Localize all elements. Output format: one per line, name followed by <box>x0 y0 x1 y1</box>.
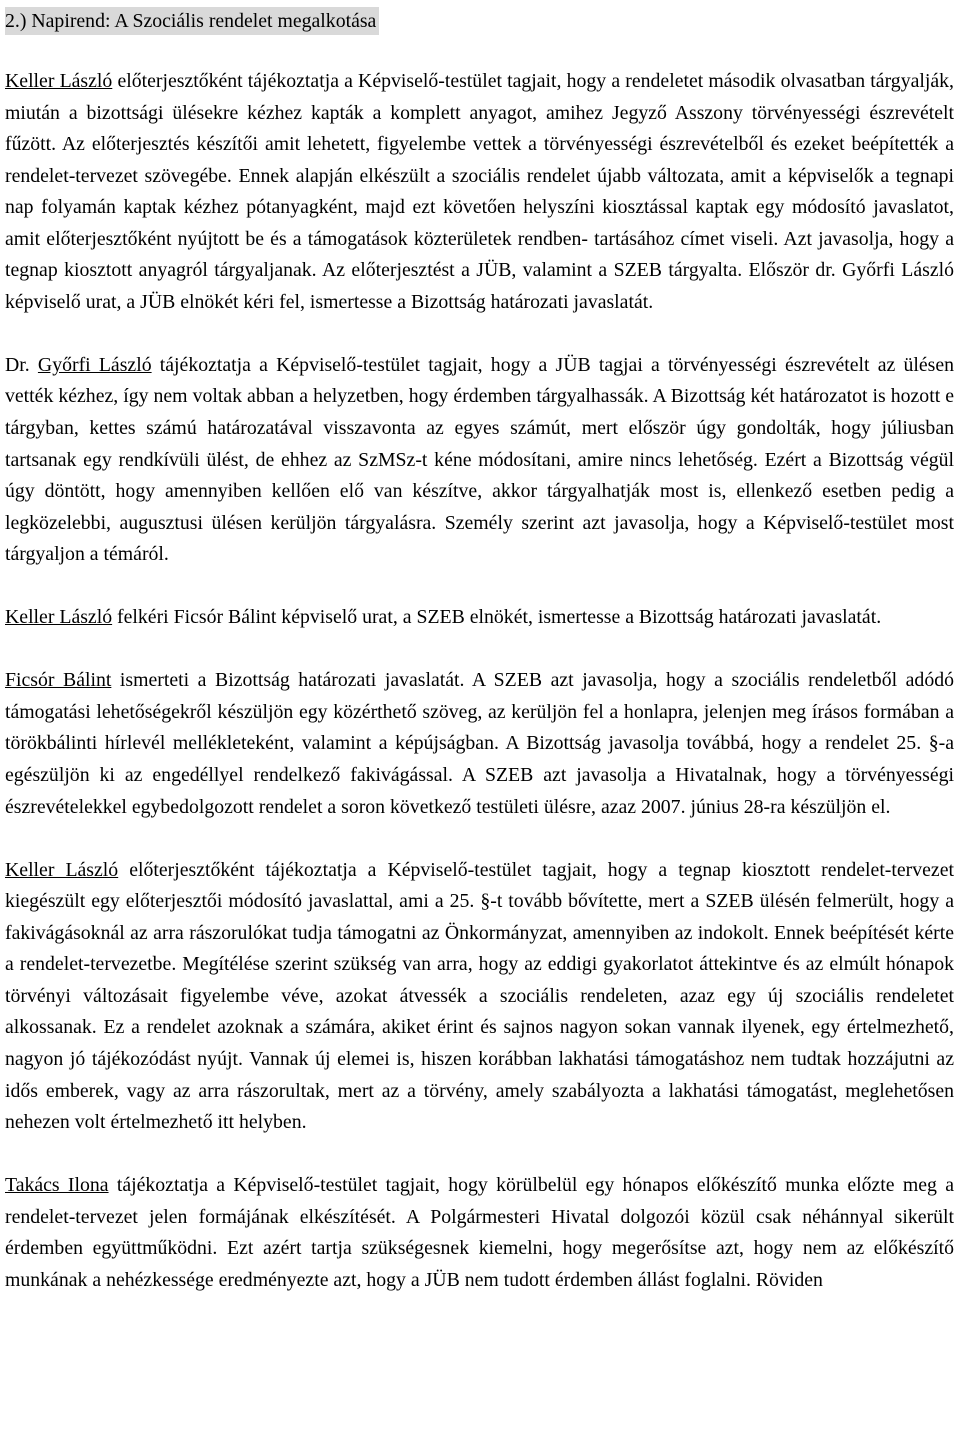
speaker-name: Keller László <box>5 606 113 629</box>
paragraph-text: előterjesztőként tájékoztatja a Képviselő-testület tagjait, hogy a tegnap kiosztott rendelet-tervezet kiegészült egy előterjesztői módosító javaslattal, ami a 25. §-t tovább bővítette, mert a SZEB ülésén felmerült, hogy a fakivágásoknál az arra rászorulókat tudja támogatni az Önkormányzat, amennyiben az indokolt. Ennek beépítését kérte a rendelet-tervezetbe. Megítélése szerint szükség van arra, hogy az eddigi gyakorlatot áttekintve és az elmúlt hónapok törvényi változásait figyelembe véve, azokat átvessék a szociális rendeleten, azaz egy új szociális rendeletet alkossanak. Ez a rendelet azoknak a számára, akiket érint és sajnos nagyon sokan vannak ilyenek, egy értelmezhető, nagyon jó tájékozódást nyújt. Vannak új elemei is, hiszen korábban lakhatási támogatáshoz nem tudtak hozzájutni az idős emberek, vagy az arra rászorultak, mert az a törvény, amely szabályozta a lakhatási támogatást, meglehetősen nehezen volt értelmezhető itt helyben. <box>5 858 954 1134</box>
paragraph-keller-intro <box>5 66 954 318</box>
spacer <box>5 823 954 855</box>
paragraph-text: ismerteti a Bizottság határozati javaslatát. A SZEB azt javasolja, hogy a szociális rendeletből adódó támogatási lehetőségekről készüljön egy közérthető szöveg, az kerüljön fel a honlapra, jelenjen meg írásos formában a törökbálinti hírlevél mellékleteként, valamint a képújságban. A Bizottság javasolja továbbá, hogy a rendelet 25. §-a egészüljön ki az engedéllyel rendelkező fakivágással. A SZEB azt javasolja a Hivatalnak, hogy a törvényességi észrevételekkel egybedolgozott rendelet a soron következő testületi ülésre, azaz 2007. június 28-ra készüljön el. <box>5 669 954 818</box>
paragraph-keller-amendment <box>5 855 954 1139</box>
paragraph-text: előterjesztőként tájékoztatja a Képviselő-testület tagjait, hogy a rendeletet második olvasatban tárgyalják, miután a bizottsági ülésekre kézhez kapták a komplett anyagot, amihez Jegyző Asszony törvényességi észrevételt fűzött. Az előterjesztés készítői amit lehetett, figyelembe vettek a törvényességi észrevételből és ezeket beépítették a rendelet-tervezet szövegébe. Ennek alapján elkészült a szociális rendelet újabb változata, amit a képviselők a tegnapi nap folyamán kaptak kézhez pótanyagként, majd ezt követően helyszíni kiosztással kaptak egy módosító javaslatot, amit előterjesztőként nyújtott be és a támogatások közterületek rendben- tartásához címet viseli. Azt javasolja, hogy a tegnap kiosztott anyagról tárgyaljanak. Az előterjesztést a JÜB, valamint a SZEB tárgyalta. Először dr. Győrfi László képviselő urat, a JÜB elnökét kéri fel, ismertesse a Bizottság határozati javaslatát. <box>5 70 954 313</box>
spacer <box>5 318 954 350</box>
paragraph-text: tájékoztatja a Képviselő-testület tagjait, hogy a JÜB tagjai a törvényességi észrevételt az ülésen vették kézhez, így nem voltak abban a helyzetben, hogy érdemben tárgyalhassák. A Bizottság két határozatot is hozott e tárgyban, kettes számú határozatával visszavonta az egyes számút, mert először úgy gondolták, hogy júliusban tartsanak egy rendkívüli ülést, de ehhez az SzMSz-t kéne módosítani, amire nincs lehetőség. Ezért a Bizottság végül úgy döntött, hogy amennyiben kellően elő van készítve, akkor tárgyalhatják most is, ellenkező esetben pedig a legközelebbi, augusztusi ülésen kerüljön tárgyalásra. Személy szerint azt javasolja, hogy a Képviselő-testület most tárgyaljon a témáról. <box>5 353 955 566</box>
paragraph-text: tájékoztatja a Képviselő-testület tagjait, hogy körülbelül egy hónapos előkészítő munka előzte meg a rendelet-tervezet jelen formájának elkészítését. A Polgármesteri Hivatal dolgozói közül csak néhánnyal sikerült érdemben együttműködni. Ezt azért tartja szükségesnek kiemelni, hogy megerősítse azt, hogy nem az előkészítő munkának a nehézkessége eredményezte azt, hogy a JÜB nem tudott érdemben állást foglalni. Röviden <box>5 1174 954 1291</box>
speaker-name: Keller László <box>5 858 119 881</box>
speaker-name: Keller László <box>5 70 113 92</box>
paragraph-text: felkéri Ficsór Bálint képviselő urat, a SZEB elnökét, ismertesse a Bizottság határozati javaslatát. <box>112 606 882 629</box>
speaker-name: Ficsór Bálint <box>5 669 112 692</box>
paragraph-gyorfi <box>5 350 954 571</box>
spacer <box>5 35 954 66</box>
speaker-name: Győrfi László <box>37 353 152 376</box>
spacer <box>5 1139 954 1171</box>
spacer <box>5 634 954 666</box>
paragraph-keller-request <box>5 602 954 634</box>
paragraph-ficsor <box>5 665 954 823</box>
paragraph-takacs <box>5 1170 954 1296</box>
speaker-name: Takács Ilona <box>5 1174 109 1197</box>
agenda-heading: 2.) Napirend: A Szociális rendelet megalkotása <box>5 7 379 35</box>
spacer <box>5 571 954 603</box>
speaker-prefix: Dr. <box>5 353 38 376</box>
